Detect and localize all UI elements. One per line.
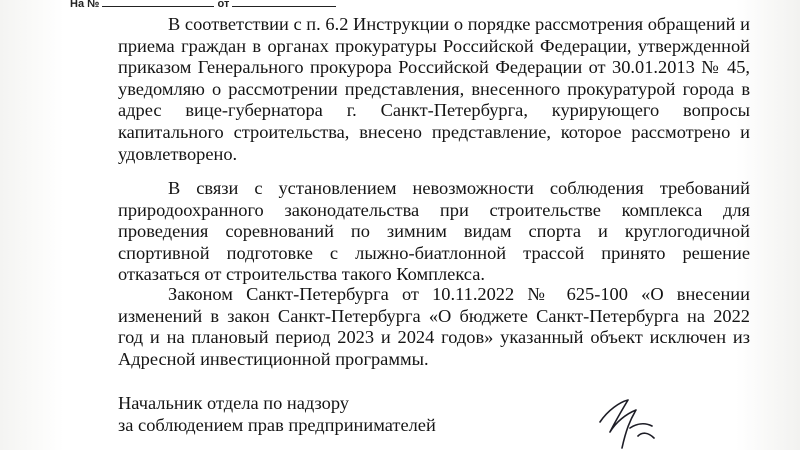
reference-number-label: На №: [70, 0, 100, 10]
handwritten-signature: [586, 392, 666, 450]
reference-line: [70, 0, 336, 10]
paragraph-law: Законом Санкт-Петербурга от 10.11.2022 № 625-100 «О внесении изменений в закон Санкт-Петербурга «О бюджете Санкт-Петербурга на 2022 год и на плановый период 2023 и 2024 годов» указанный объект исключен из Адресной инвестиционной программы.: [118, 284, 750, 369]
signature-title-line-2: за соблюдением прав предпринимателей: [118, 414, 436, 435]
signature-block: [118, 393, 436, 436]
paragraph-decision: В связи с установлением невозможности соблюдения требований природоохранного законодательства при строительстве комплекса для проведения соревнований по зимним видам спорта и круглогодичной спортивной подготовке с лыжно-биатлонной трассой принято решение отказаться от строительства такого Комплекса.: [118, 178, 750, 285]
paragraph-notification: В соответствии с п. 6.2 Инструкции о порядке рассмотрения обращений и приема граждан в органах прокуратуры Российской Федерации, утвержденной приказом Генерального прокурора Российской Федерации от 30.01.2013 № 45, уведомляю о рассмотрении представления, внесенного прокуратурой города в адрес вице-губернатора г. Санкт-Петербурга, курирующего вопросы капитального строительства, внесено представление, которое рассмотрено и удовлетворено.: [118, 14, 750, 164]
reference-date-label: от: [217, 0, 230, 10]
signature-title-line-1: Начальник отдела по надзору: [118, 393, 349, 413]
reference-number-blank: [102, 0, 214, 7]
reference-date-blank: [232, 0, 336, 7]
